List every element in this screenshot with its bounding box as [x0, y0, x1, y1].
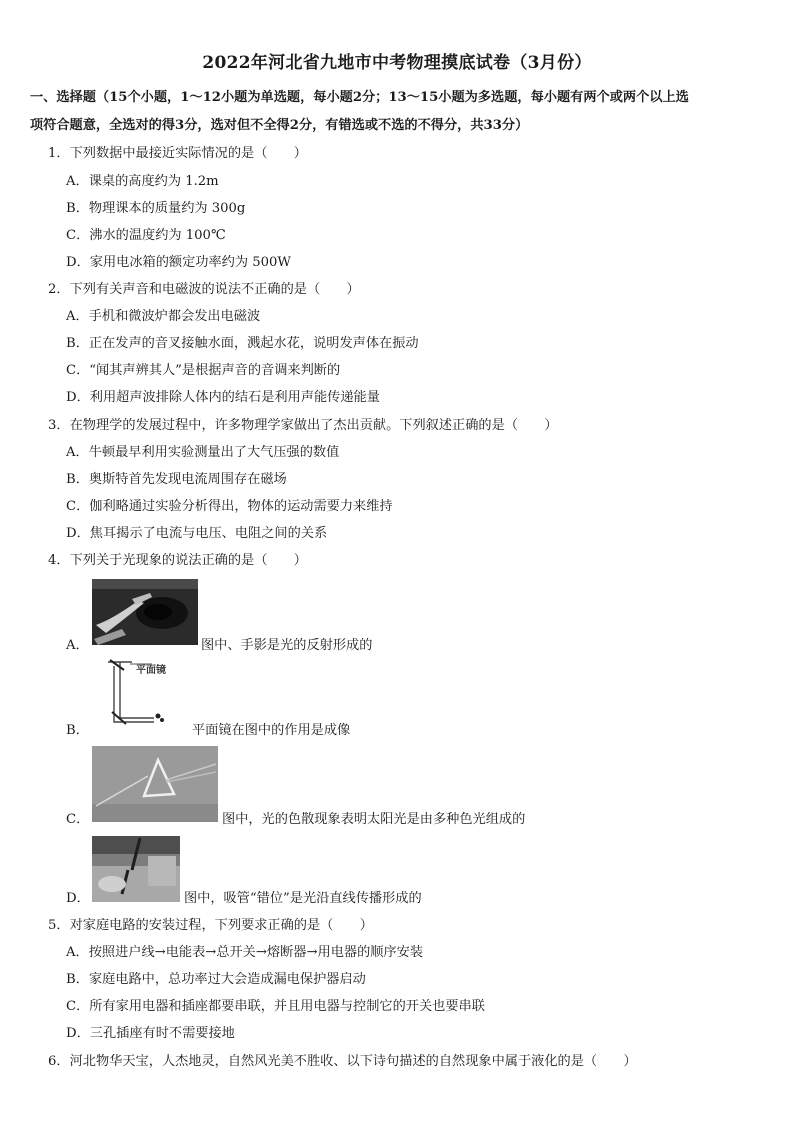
- question-4-option-a-text: 图中、手影是光的反射形成的: [201, 638, 373, 653]
- plane-mirror-diagram: [92, 656, 188, 728]
- question-4-option-d-text: 图中，吸管“错位”是光沿直线传播形成的: [184, 891, 422, 906]
- prism-dispersion-photo: [92, 746, 218, 822]
- question-4-option-c-label: C．: [66, 812, 90, 827]
- question-2-option-c: C．“闻其声辨其人”是根据声音的音调来判断的: [66, 363, 341, 378]
- question-1-option-d: D．家用电冰箱的额定功率约为 500W: [66, 255, 291, 270]
- section-heading-line-1: 一、选择题（15个小题，1～12小题为单选题，每小题2分；13～15小题为多选题，每小题有两个或两个以上选: [30, 90, 689, 105]
- question-5-option-c: C．所有家用电器和插座都要串联，并且用电器与控制它的开关也要串联: [66, 999, 485, 1014]
- question-1-option-a: A．课桌的高度约为 1.2m: [66, 174, 219, 189]
- question-4-option-b-label: B．: [66, 723, 89, 738]
- question-3-option-a: A．牛顿最早利用实验测量出了大气压强的数值: [66, 445, 340, 460]
- question-6-stem: 6．河北物华天宝，人杰地灵，自然风光美不胜收、以下诗句描述的自然现象中属于液化的是（ ）: [48, 1054, 637, 1069]
- straw-in-water-photo: [92, 836, 180, 902]
- question-1-option-b: B．物理课本的质量约为 300g: [66, 201, 246, 216]
- question-4-option-c-text: 图中，光的色散现象表明太阳光是由多种色光组成的: [222, 812, 526, 827]
- question-5-option-d: D．三孔插座有时不需要接地: [66, 1026, 235, 1041]
- question-5-option-b: B．家庭电路中，总功率过大会造成漏电保护器启动: [66, 972, 366, 987]
- question-3-option-b: B．奥斯特首先发现电流周围存在磁场: [66, 472, 287, 487]
- hand-shadow-photo: [92, 579, 198, 645]
- question-4-option-b-text: 平面镜在图中的作用是成像: [192, 723, 351, 738]
- page-title: 2022年河北省九地市中考物理摸底试卷（3月份）: [202, 53, 592, 73]
- question-2-option-a: A．手机和微波炉都会发出电磁波: [66, 309, 261, 324]
- question-4-option-d-label: D．: [66, 891, 90, 906]
- question-3-option-d: D．焦耳揭示了电流与电压、电阻之间的关系: [66, 526, 328, 541]
- question-4-option-a-label: A．: [66, 638, 89, 653]
- question-3-stem: 3．在物理学的发展过程中，许多物理学家做出了杰出贡献。下列叙述正确的是（ ）: [48, 418, 558, 433]
- question-2-option-d: D．利用超声波排除人体内的结石是利用声能传递能量: [66, 390, 380, 405]
- question-5-option-a: A．按照进户线→电能表→总开关→熔断器→用电器的顺序安装: [66, 945, 424, 960]
- question-3-option-c: C．伽利略通过实验分析得出，物体的运动需要力来维持: [66, 499, 393, 514]
- plane-mirror-caption: 平面镜: [136, 665, 166, 676]
- section-heading: [30, 84, 770, 140]
- question-2-option-b: B．正在发声的音叉接触水面，溅起水花，说明发声体在振动: [66, 336, 419, 351]
- section-heading-line-2: 项符合题意，全选对的得3分，选对但不全得2分，有错选或不选的不得分，共33分）: [30, 118, 529, 133]
- question-1-stem: 1．下列数据中最接近实际情况的是（ ）: [48, 146, 307, 161]
- question-5-stem: 5．对家庭电路的安装过程，下列要求正确的是（ ）: [48, 918, 373, 933]
- question-2-stem: 2．下列有关声音和电磁波的说法不正确的是（ ）: [48, 282, 360, 297]
- question-4-stem: 4．下列关于光现象的说法正确的是（ ）: [48, 553, 307, 568]
- question-1-option-c: C．沸水的温度约为 100℃: [66, 228, 226, 243]
